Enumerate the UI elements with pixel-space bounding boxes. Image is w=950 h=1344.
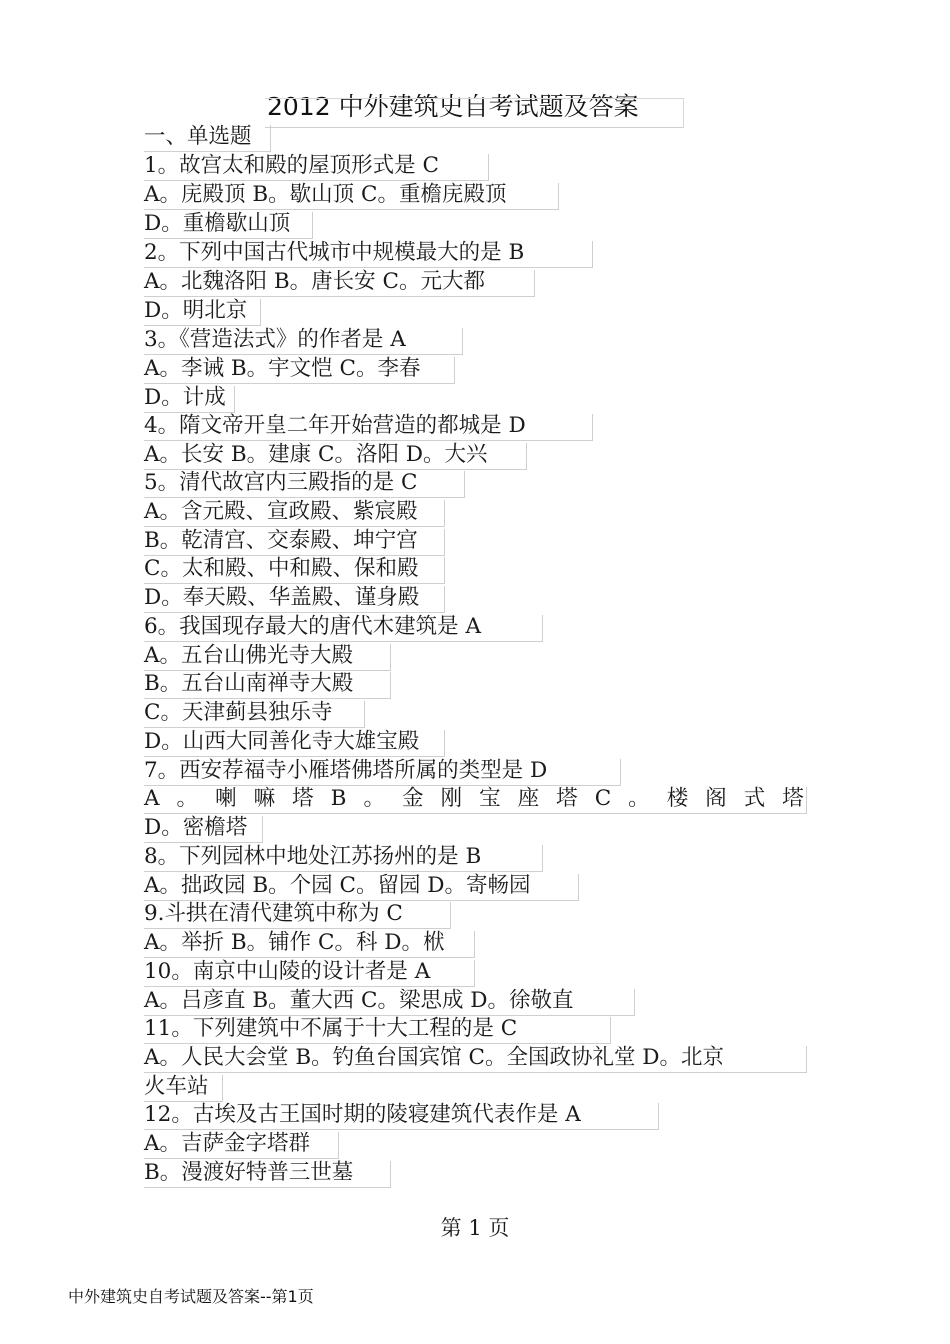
text-frame xyxy=(144,845,543,872)
option-token: 塔 xyxy=(292,786,314,811)
text-frame xyxy=(144,1132,339,1159)
text-frame xyxy=(144,1103,659,1130)
section-heading: 一、单选题 xyxy=(144,124,252,149)
option-token: 。 xyxy=(363,786,386,811)
question-line: A。庑殿顶 B。歇山顶 C。重檐庑殿顶 xyxy=(144,182,507,207)
text-frame xyxy=(144,154,489,181)
question-line: 10。南京中山陵的设计者是 A xyxy=(144,959,431,984)
option-token: 座 xyxy=(517,786,540,811)
text-frame xyxy=(144,730,445,757)
question-line: 7。西安荐福寺小雁塔佛塔所属的类型是 D xyxy=(144,758,548,783)
option-token: 阁 xyxy=(705,786,727,811)
text-frame xyxy=(144,471,465,498)
text-frame xyxy=(144,125,271,152)
text-frame xyxy=(144,931,475,958)
question-line: A。吕彦直 B。董大西 C。梁思成 D。徐敬直 xyxy=(144,988,574,1013)
question-line: D。山西大同善化寺大雄宝殿 xyxy=(144,729,420,754)
document-title: 2012 中外建筑史自考试题及答案 xyxy=(267,92,639,121)
text-frame xyxy=(144,443,527,470)
option-token: B xyxy=(330,786,347,811)
text-frame xyxy=(144,701,365,728)
text-frame xyxy=(144,241,593,268)
text-frame xyxy=(144,586,445,613)
question-line: A。长安 B。建康 C。洛阳 D。大兴 xyxy=(144,442,488,467)
text-frame xyxy=(144,183,559,210)
question-line: D。密檐塔 xyxy=(144,815,248,840)
option-token: 。 xyxy=(176,786,199,811)
footer-text: 中外建筑史自考试题及答案--第1页 xyxy=(68,1287,314,1306)
question-line: D。明北京 xyxy=(144,298,248,323)
question-line: 火车站 xyxy=(144,1074,209,1099)
question-line: A。五台山佛光寺大殿 xyxy=(144,643,354,668)
option-token: 喇 xyxy=(215,786,237,811)
option-token: 刚 xyxy=(440,786,463,811)
question-line: A。吉萨金字塔群 xyxy=(144,1131,311,1156)
text-frame xyxy=(144,1017,611,1044)
question-line: D。计成 xyxy=(144,385,226,410)
question-line: 5。清代故宫内三殿指的是 C xyxy=(144,470,418,495)
text-frame xyxy=(144,212,313,239)
option-token: 式 xyxy=(743,786,766,811)
text-frame xyxy=(144,1046,807,1073)
option-token: A xyxy=(144,786,160,811)
question-line: 3。《营造法式》的作者是 A xyxy=(144,327,406,352)
option-token: 楼 xyxy=(666,786,689,811)
option-token: C xyxy=(594,786,612,811)
question-line: A。李诫 B。宇文恺 C。李春 xyxy=(144,356,421,381)
text-frame xyxy=(144,1161,391,1188)
question-line: 8。下列园林中地处江苏扬州的是 B xyxy=(144,844,482,869)
option-token: 塔 xyxy=(556,786,578,811)
question-line: A。拙政园 B。个园 C。留园 D。寄畅园 xyxy=(144,873,531,898)
question-line: 1。故宫太和殿的屋顶形式是 C xyxy=(144,153,439,178)
option-token: 塔 xyxy=(782,786,804,811)
question-line: 2。下列中国古代城市中规模最大的是 B xyxy=(144,240,525,265)
text-frame xyxy=(144,902,451,929)
text-frame xyxy=(144,328,463,355)
text-frame xyxy=(144,386,235,413)
question-line: D。奉天殿、华盖殿、谨身殿 xyxy=(144,585,420,610)
text-frame xyxy=(144,960,475,987)
option-token: 宝 xyxy=(479,786,501,811)
text-frame xyxy=(144,615,543,642)
question-line: 4。隋文帝开皇二年开始营造的都城是 D xyxy=(144,413,526,438)
question-line: C。太和殿、中和殿、保和殿 xyxy=(144,556,419,581)
text-frame xyxy=(144,357,455,384)
question-line: B。乾清宫、交泰殿、坤宁宫 xyxy=(144,528,418,553)
question-line: A。举折 B。铺作 C。科 D。栿 xyxy=(144,930,445,955)
question-line: 11。下列建筑中不属于十大工程的是 C xyxy=(144,1016,518,1041)
page-number: 第 1 页 xyxy=(440,1216,510,1240)
question-line: 6。我国现存最大的唐代木建筑是 A xyxy=(144,614,482,639)
text-frame xyxy=(144,816,263,843)
option-token: 。 xyxy=(628,786,650,811)
question-line: B。五台山南禅寺大殿 xyxy=(144,671,354,696)
title-frame xyxy=(265,98,684,128)
text-frame xyxy=(144,557,445,584)
question-line: A。含元殿、宣政殿、紫宸殿 xyxy=(144,499,418,524)
question-line: A。人民大会堂 B。钓鱼台国宾馆 C。全国政协礼堂 D。北京 xyxy=(144,1045,725,1070)
text-frame xyxy=(144,500,445,527)
option-token: 嘛 xyxy=(253,786,276,811)
question-line: D。重檐歇山顶 xyxy=(144,211,291,236)
text-frame xyxy=(144,874,579,901)
text-frame xyxy=(144,270,535,297)
text-frame xyxy=(144,299,261,326)
question-line: A。北魏洛阳 B。唐长安 C。元大都 xyxy=(144,269,485,294)
question-line: B。漫渡好特普三世墓 xyxy=(144,1160,354,1185)
text-frame xyxy=(144,787,807,814)
text-frame xyxy=(144,1075,223,1102)
text-frame xyxy=(144,989,635,1016)
question-line: 12。古埃及古王国时期的陵寝建筑代表作是 A xyxy=(144,1102,581,1127)
question-line: C。天津蓟县独乐寺 xyxy=(144,700,333,725)
text-frame xyxy=(144,414,593,441)
text-frame xyxy=(144,672,391,699)
question-line: 9.斗拱在清代建筑中称为 C xyxy=(144,901,403,926)
text-frame xyxy=(144,644,391,671)
option-token: 金 xyxy=(402,786,424,811)
text-frame xyxy=(144,529,445,556)
text-frame xyxy=(144,759,621,786)
